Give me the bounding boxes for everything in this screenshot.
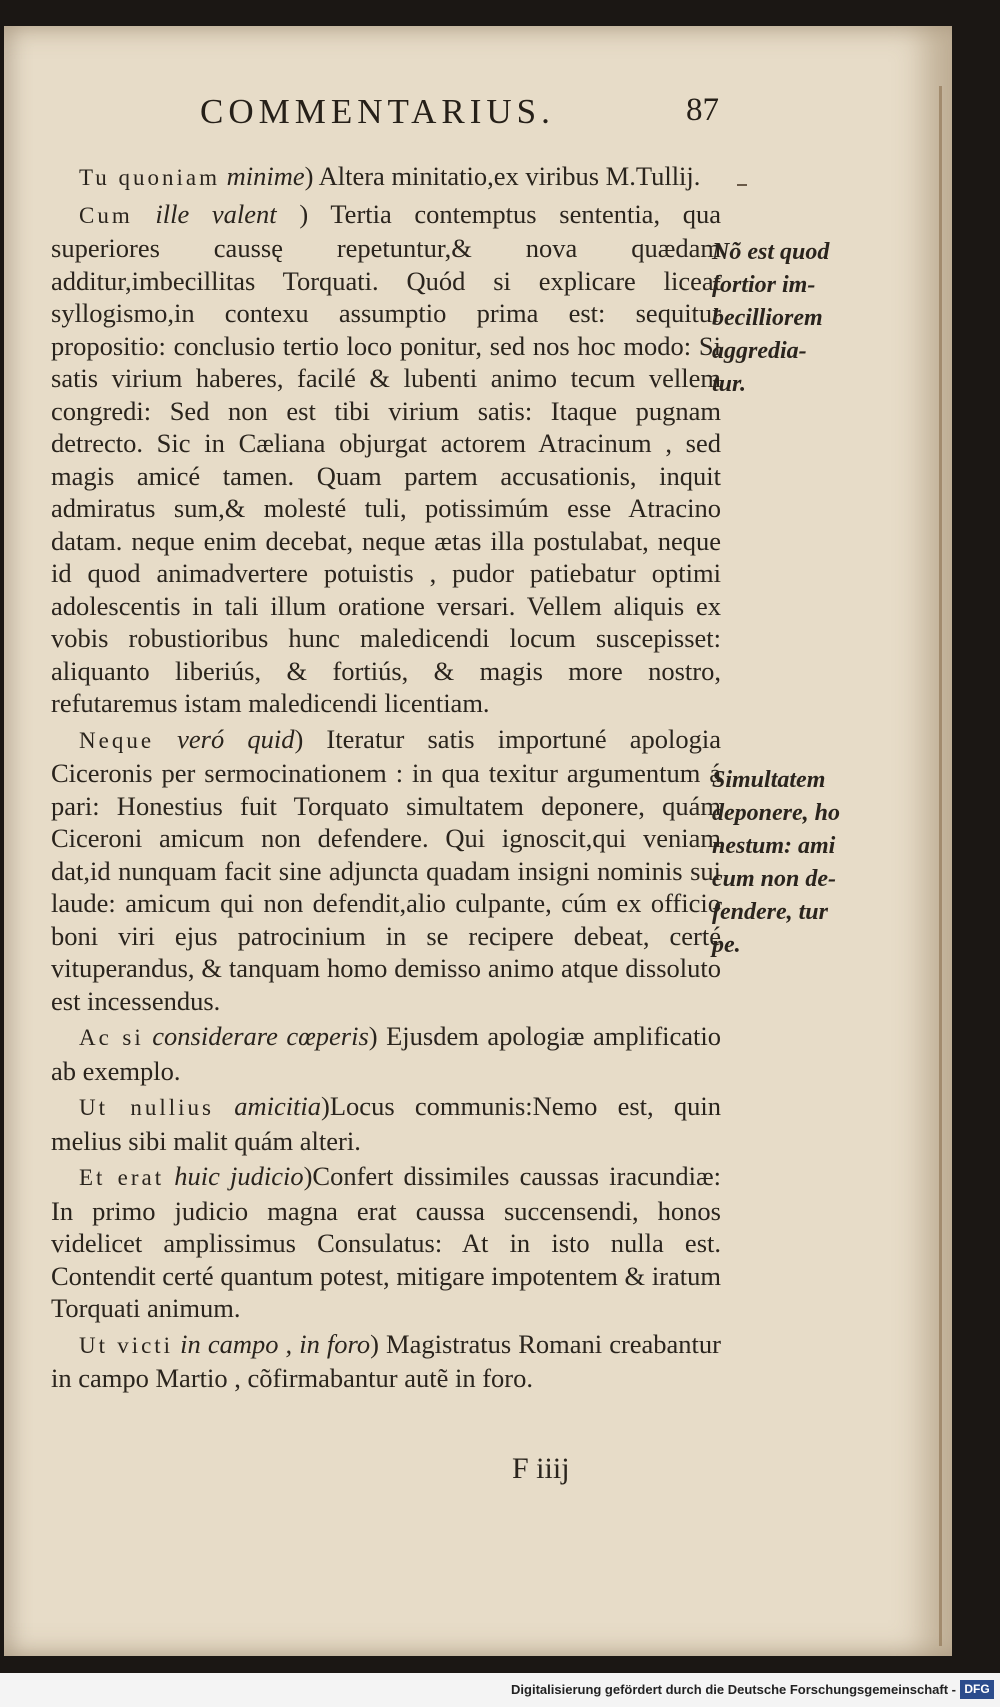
paragraph-text: ) Iteratur satis importuné apologia Ciceronis per sermocinationem : in qua texitur argumentum á pari: Honestius fuit Torquato simultatem deponere, quám Ciceroni amicum non defendere. Qui ignoscit,qui veniam dat,id nunquam facit sine adjuncta quadam insigni nominis sui laude: amicum qui non defendit,alio culpante, cúm ex officio boni viri ejus patrocinium in se recipere debeat, certé vituperandus, & tanquam homo demisso animo atque dissoluto est incessendus. <box>51 723 722 1016</box>
commentary-paragraph <box>51 1328 721 1395</box>
margin-note-line: aggredia- <box>712 338 807 364</box>
margin-note-line: Nõ est quod <box>712 239 830 265</box>
paragraph-text: )Confert dissimiles caussas iracundiæ: In primo judicio magna erat caussa succensendi, honos videlicet amplissimus Consulatus: At in isto nulla est. Contendit certé quantum potest, mitigare impotentem & iratum Torquati animum. <box>51 1161 722 1323</box>
lemma-head: Tu quoniam <box>79 165 220 190</box>
marginal-dash <box>737 184 747 186</box>
paragraph-text: ) Altera minitatio,ex viribus M.Tullij. <box>304 161 701 191</box>
margin-note <box>712 236 912 401</box>
running-head <box>4 92 952 142</box>
paragraph-text: ) Tertia contemptus sententia, qua superiores caussę repetuntur,& nova quædam additur,imbecillitas Torquati. Quód si explicare liceat syllogismo,in contexu assumptio prima est: sequitur propositio: conclusio tertio loco ponitur, sed nos hoc modo: Si satis virium haberes, facilé & lubenti animo tecum vellem congredi: Sed non est tibi virium satis: Itaque pugnam detrecto. Sic in Cæliana objurgat actorem Atracinum , sed magis amicé tamen. Quam partem accusationis, inquit admiratus sum,& molesté tuli, potissimúm esse Atracino datam. neque enim decebat, neque ætas illa postulabat, neque id quod animadvertere potuistis , pudor patiebatur optimi adolescentis in tali illum oratione versari. Vellem aliquis ex vobis robustioribus hunc maledicendi locum suscepisset: aliquanto liberiús, & fortiús, & magis more nostro, refutaremus istam maledicendi licentiam. <box>51 198 721 718</box>
footer-credit: Digitalisierung gefördert durch die Deutsche Forschungsgemeinschaft - <box>511 1682 956 1697</box>
paragraph-text: ) Magistratus Romani creabantur in campo Martio , cõfirmabantur autẽ in foro. <box>51 1328 721 1393</box>
lemma-head: Neque <box>79 727 155 753</box>
lemma-italic: minime <box>226 161 305 191</box>
margin-note-line: nestum: ami <box>712 833 836 859</box>
commentary-paragraph <box>51 1090 721 1157</box>
lemma-italic: amicitia <box>234 1091 322 1121</box>
margin-note-line: Simultatem <box>712 767 826 793</box>
digitization-footer <box>0 1673 1000 1707</box>
commentary-body <box>51 160 721 1398</box>
book-page <box>4 26 952 1656</box>
lemma-italic: huic judicio <box>174 1161 304 1191</box>
margin-note <box>712 764 912 962</box>
folio-number: 87 <box>686 92 719 128</box>
lemma-italic: in campo , in foro <box>180 1328 371 1359</box>
signature-mark: F iiij <box>512 1452 570 1485</box>
commentary-paragraph <box>51 160 721 195</box>
commentary-paragraph <box>51 723 721 1018</box>
page-gutter-edge <box>939 86 942 1646</box>
margin-note-line: tur. <box>712 371 747 397</box>
running-title: COMMENTARIUS. <box>200 92 555 131</box>
commentary-paragraph <box>51 1020 721 1087</box>
lemma-head: Ut victi <box>79 1332 174 1358</box>
margin-note-line: deponere, ho <box>712 800 840 826</box>
lemma-head: Ac si <box>79 1025 144 1050</box>
margin-note-line: fortior im- <box>712 272 816 298</box>
lemma-head: Et erat <box>79 1165 165 1190</box>
margin-note-line: fendere, tur <box>712 899 828 925</box>
dfg-logo-icon: DFG <box>960 1680 994 1699</box>
lemma-italic: veró quid <box>177 723 295 754</box>
lemma-italic: ille valent <box>155 198 277 229</box>
paragraph-text: )Locus communis:Nemo est, quin melius sibi malit quám alteri. <box>51 1091 721 1156</box>
margin-note-line: pe. <box>712 932 741 958</box>
lemma-italic: considerare cœperis <box>152 1021 369 1051</box>
lemma-head: Ut nullius <box>79 1095 214 1120</box>
commentary-paragraph <box>51 1160 721 1325</box>
commentary-paragraph <box>51 198 721 720</box>
paragraph-text: ) Ejusdem apologiæ amplificatio ab exemplo. <box>51 1021 722 1086</box>
margin-note-line: cum non de- <box>712 866 837 892</box>
margin-note-line: becilliorem <box>712 305 823 331</box>
lemma-head: Cum <box>79 202 133 228</box>
